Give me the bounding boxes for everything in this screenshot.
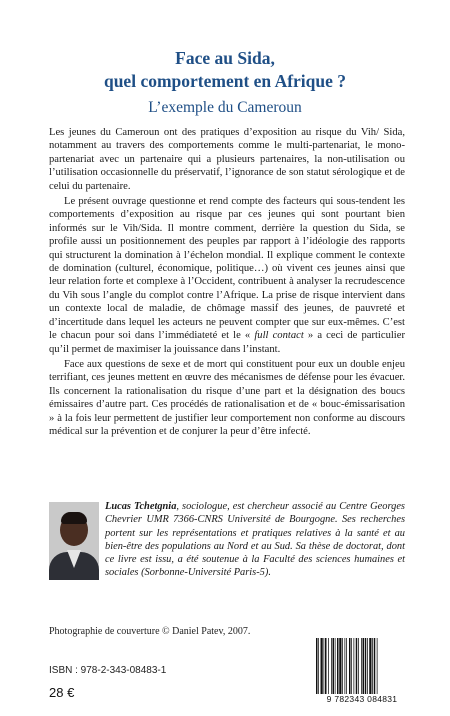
summary-paragraph-2 (49, 195, 405, 356)
photo-credit: Photographie de couverture © Daniel Patev, 2007. (49, 626, 251, 637)
book-subtitle: L’exemple du Cameroun (148, 99, 302, 116)
summary-paragraph-2-part-a: Le présent ouvrage questionne et rend compte des facteurs qui sous-tendent les comportements d’exposition au risque par ces jeunes qui sont pourtant bien informés sur le Vih/Sida. Il montre comment, derrière la question du Sida, se profile aussi un positionnement des peuples par rapport à l’idéologie des rapports qui structurent la domination à l’échelon mondial. Il explique comment le contexte de domination (culturel, économique, politique…) où vivent ces jeunes ainsi que leur relation forte et complexe à l’Occident, contribuent à analyser la recrudescence du Vih sous l’angle du complot contre l’Afrique. La prise de risque intervient dans un contexte local de maladie, de chômage massif des jeunes, de pauvreté et d’incertitude dans lequel les acteurs ne peuvent compter que sur eux-mêmes. C’est le chacun pour soi dans l’immédiateté et le « (49, 196, 405, 342)
price: 28 € (49, 685, 75, 700)
summary-text (49, 126, 405, 440)
barcode-digits: 9 782343 084831 (326, 694, 398, 704)
book-title-line-1: Face au Sida, (175, 48, 275, 68)
author-last-name: Tchetgnia (134, 501, 177, 512)
author-bio-text: est chercheur associé au Centre Georges Chevrier UMR 7366-CNRS Université de Bourgogne. Ses recherches portent sur les représentations et pratiques relatives à la santé et au bien-être des populations au Nord et au Sud. Sa thèse de doctorat, dont ce livre est issu, a été soutenue à la Faculté des sciences humaines et sociales (Sorbonne-Université Paris-5). (105, 501, 405, 579)
author-first-name: Lucas (105, 501, 131, 512)
author-photo (49, 502, 99, 580)
summary-paragraph-2-part-b: » a ceci de particulier qu’il permet de maximiser la jouissance dans l’instant. (49, 330, 405, 355)
author-bio (49, 500, 405, 582)
isbn: ISBN : 978-2-343-08483-1 (49, 665, 167, 676)
summary-paragraph-3: Face aux questions de sexe et de mort qui constituent pour eux un double enjeu terrifiant, ces jeunes mettent en œuvre des mécanismes de défense pour les évacuer. Ils concernent la rationalisation du risque d’une part et la désignation des boucs émissaires d’autre part. Ces procédés de rationalisation et de « bouc-émissarisation » à la fois leur permettent de justifier leur comportement non conforme au discours médical sur la prévention et de conjurer la peur d’être infecté. (49, 358, 405, 437)
summary-paragraph-1: Les jeunes du Cameroun ont des pratiques d’exposition au risque du Vih/ Sida, notamment au travers des comportements comme le multi-partenariat, le mono-partenariat avec un partenaire qui a plusieurs partenaires, la non-utilisation ou l’utilisation occasionnelle du préservatif, l’ignorance de son statut sérologique et de celui du partenaire. (49, 127, 405, 192)
author-role: , sociologue, (176, 501, 233, 512)
book-title-line-2: quel comportement en Afrique ? (103, 71, 347, 91)
summary-paragraph-2-italic: full contact (254, 330, 304, 342)
